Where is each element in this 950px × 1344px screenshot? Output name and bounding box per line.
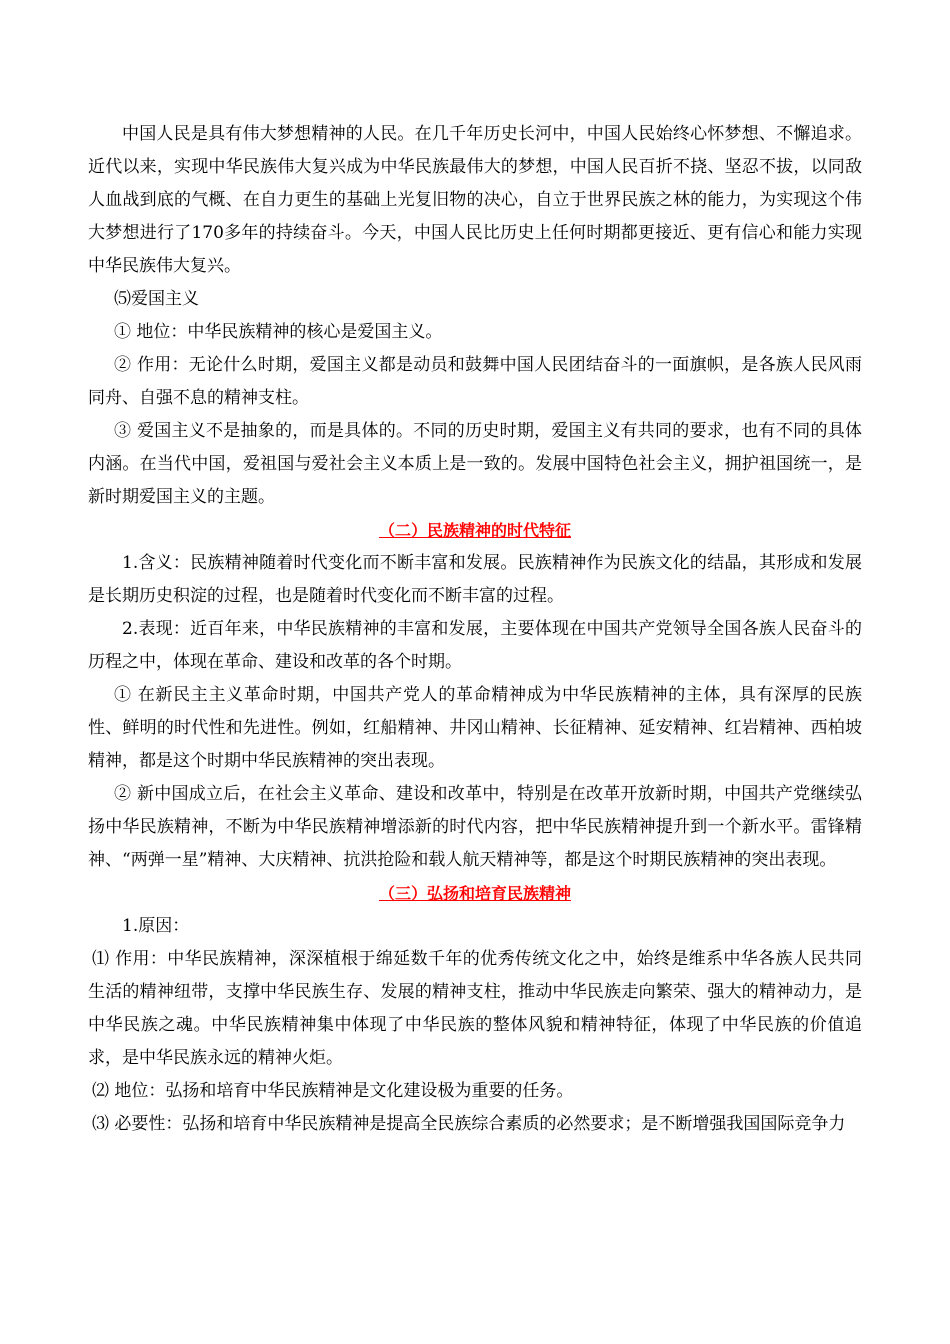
paragraph-status: ⑵ 地位：弘扬和培育中华民族精神是文化建设极为重要的任务。 bbox=[92, 1081, 574, 1101]
item-patriotism-title: ⑸爱国主义 bbox=[114, 289, 199, 309]
paragraph-meaning: 1.含义：民族精神随着时代变化而不断丰富和发展。民族精神作为民族文化的结晶，其形成和发展是长期历史积淀的过程，也是随着时代变化而不断丰富的过程。 bbox=[88, 553, 862, 606]
paragraph-necessity: ⑶ 必要性：弘扬和培育中华民族精神是提高全民族综合素质的必然要求；是不断增强我国国际竞争力 bbox=[92, 1114, 846, 1134]
paragraph-new-china: ② 新中国成立后，在社会主义革命、建设和改革中，特别是在改革开放新时期，中国共产党继续弘扬中华民族精神，不断为中华民族精神增添新的时代内容，把中华民族精神提升到一个新水平。雷锋精神、“两弹一星”精神、大庆精神、抗洪抢险和载人航天精神等，都是这个时期民族精神的突出表现。 bbox=[88, 784, 862, 870]
item-patriotism-concrete: ③ 爱国主义不是抽象的，而是具体的。不同的历史时期，爱国主义有共同的要求，也有不同的具体内涵。在当代中国，爱祖国与爱社会主义本质上是一致的。发展中国特色社会主义，拥护祖国统一，是新时期爱国主义的主题。 bbox=[88, 421, 862, 507]
item-patriotism-status: ① 地位：中华民族精神的核心是爱国主义。 bbox=[114, 322, 443, 342]
item-patriotism-role: ② 作用：无论什么时期，爱国主义都是动员和鼓舞中国人民团结奋斗的一面旗帜，是各族人民风雨同舟、自强不息的精神支柱。 bbox=[88, 355, 862, 408]
paragraph-function: ⑴ 作用：中华民族精神，深深植根于绵延数千年的优秀传统文化之中，始终是维系中华各族人民共同生活的精神纽带，支撑中华民族生存、发展的精神支柱，推动中华民族走向繁荣、强大的精神动力，是中华民族之魂。中华民族精神集中体现了中华民族的整体风貌和精神特征，体现了中华民族的价值追求，是中华民族永远的精神火炬。 bbox=[88, 949, 862, 1068]
paragraph-reason: 1.原因： bbox=[122, 916, 190, 936]
section-heading-era-features: （二）民族精神的时代特征 bbox=[378, 521, 571, 540]
document-page bbox=[88, 118, 862, 1141]
paragraph-manifestation: 2.表现：近百年来，中华民族精神的丰富和发展，主要体现在中国共产党领导全国各族人民奋斗的历程之中，体现在革命、建设和改革的各个时期。 bbox=[88, 619, 862, 672]
section-heading-promote-spirit: （三）弘扬和培育民族精神 bbox=[378, 884, 571, 903]
paragraph-new-democratic: ① 在新民主主义革命时期，中国共产党人的革命精神成为中华民族精神的主体，具有深厚的民族性、鲜明的时代性和先进性。例如，红船精神、井冈山精神、长征精神、延安精神、红岩精神、西柏坡精神，都是这个时期中华民族精神的突出表现。 bbox=[88, 685, 862, 771]
paragraph-great-dream: 中国人民是具有伟大梦想精神的人民。在几千年历史长河中，中国人民始终心怀梦想、不懈追求。近代以来，实现中华民族伟大复兴成为中华民族最伟大的梦想，中国人民百折不挠、坚忍不拔，以同敌人血战到底的气概、在自力更生的基础上光复旧物的决心，自立于世界民族之林的能力，为实现这个伟大梦想进行了170多年的持续奋斗。今天，中国人民比历史上任何时期都更接近、更有信心和能力实现中华民族伟大复兴。 bbox=[88, 124, 862, 276]
